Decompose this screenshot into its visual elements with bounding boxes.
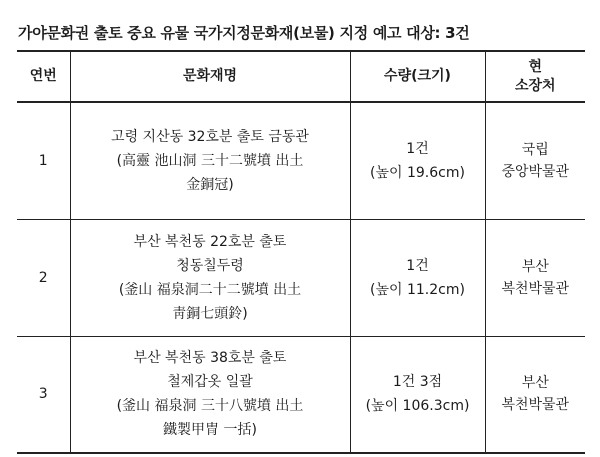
header-name: 문화재명: [70, 51, 350, 102]
row-quantity-line: 1건 3점: [392, 374, 443, 391]
row-quantity: [350, 102, 485, 219]
row-quantity-line: (높이 19.6cm): [370, 164, 465, 181]
row-quantity-line: 1건: [406, 257, 429, 274]
table-row: [17, 336, 585, 453]
row-location-line: 복천박물관: [501, 397, 570, 414]
header-location-line2: 소장처: [514, 77, 556, 94]
row-quantity-line: 1건: [406, 140, 429, 157]
row-name: [70, 219, 350, 336]
header-location-line1: 현: [528, 58, 543, 75]
row-name-line: (高靈 池山洞 三十二號墳 出土: [116, 152, 304, 169]
table-row: [17, 219, 585, 336]
row-name-line: (釜山 福泉洞二十二號墳 出土: [118, 281, 302, 298]
header-no: 연번: [17, 51, 70, 102]
row-name: [70, 102, 350, 219]
row-location-line: 중앙박물관: [501, 163, 570, 180]
row-location-line: 부산: [521, 258, 549, 275]
table-row: [17, 102, 585, 219]
row-name-line: 고령 지산동 32호분 출토 금동관: [111, 128, 309, 145]
row-location-line: 국립: [521, 141, 549, 158]
row-location-line: 복천박물관: [501, 280, 570, 297]
row-quantity: [350, 219, 485, 336]
row-location: [485, 102, 585, 219]
row-location-line: 부산: [521, 375, 549, 392]
row-quantity: [350, 336, 485, 453]
header-location: [485, 51, 585, 102]
row-quantity-line: (높이 106.3cm): [365, 398, 470, 415]
row-name: [70, 336, 350, 453]
document-title: 가야문화권 출토 중요 유물 국가지정문화재(보물) 지정 예고 대상: 3건: [18, 24, 470, 42]
row-no: 3: [17, 336, 70, 453]
row-location: [485, 336, 585, 453]
row-name-line: 청동칠두령: [176, 257, 244, 274]
row-name-line: 鐵製甲冑 一括): [163, 422, 257, 439]
row-name-line: 부산 복천동 38호분 출토: [133, 350, 287, 367]
row-name-line: (釜山 福泉洞 三十八號墳 出土: [116, 398, 304, 415]
row-name-line: 靑銅七頭鈴): [172, 305, 248, 322]
row-location: [485, 219, 585, 336]
row-no: 2: [17, 219, 70, 336]
heritage-table: [17, 50, 585, 454]
row-name-line: 철제갑옷 일괄: [167, 374, 253, 391]
table-header: [17, 51, 585, 102]
row-quantity-line: (높이 11.2cm): [370, 281, 465, 298]
row-name-line: 金銅冠): [186, 176, 234, 193]
header-row: [17, 51, 585, 102]
row-name-line: 부산 복천동 22호분 출토: [133, 233, 287, 250]
row-no: 1: [17, 102, 70, 219]
header-quantity: 수량(크기): [350, 51, 485, 102]
